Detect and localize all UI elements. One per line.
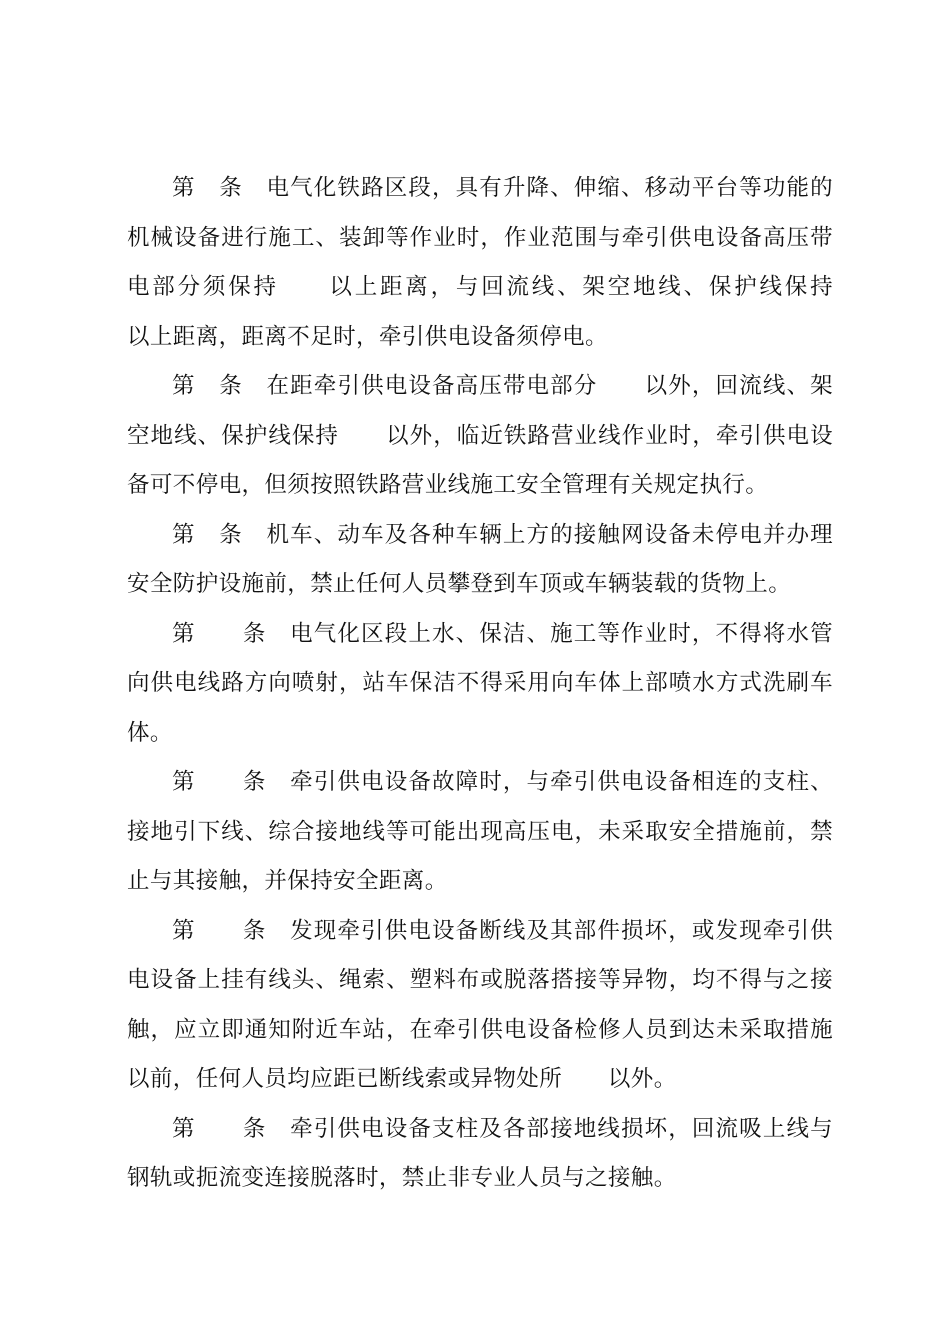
article-text: 牵引供电设备故障时，与牵引供电设备相连的支柱、接地引下线、综合接地线等可能出现高压电，未采取安全措施前，禁止与其接触，并保持安全距离。 — [127, 769, 833, 894]
article-paragraph — [127, 362, 833, 511]
article-text: 牵引供电设备支柱及各部接地线损坏，回流吸上线与钢轨或扼流变连接脱落时，禁止非专业人员与之接触。 — [127, 1115, 833, 1191]
article-text: 机车、动车及各种车辆上方的接触网设备未停电并办理安全防护设施前，禁止任何人员攀登到车顶或车辆装载的货物上。 — [127, 521, 833, 597]
article-paragraph — [127, 164, 879, 362]
article-paragraph — [127, 907, 833, 1105]
article-label: 第 条 — [172, 175, 243, 201]
article-paragraph — [127, 1105, 833, 1204]
article-text: 电气化铁路区段，具有升降、伸缩、移动平台等功能的机械设备进行施工、装卸等作业时，作业范围与牵引供电设备高压带电部分须保持 以上距离，与回流线、架空地线、保护线保持 以上距离，距离不足时，牵引供电设备须停电。 — [127, 175, 879, 350]
article-label: 第 条 — [172, 620, 267, 647]
article-label: 第 条 — [172, 373, 243, 399]
article-paragraph — [127, 511, 833, 610]
article-text: 电气化区段上水、保洁、施工等作业时，不得将水管向供电线路方向喷射，站车保洁不得采用向车体上部喷水方式洗刷车体。 — [127, 620, 833, 746]
article-label: 第 条 — [172, 769, 267, 795]
article-label: 第 条 — [172, 1115, 267, 1142]
article-text: 在距牵引供电设备高压带电部分 以外，回流线、架空地线、保护线保持 以外，临近铁路营业线作业时，牵引供电设备可不停电，但须按照铁路营业线施工安全管理有关规定执行。 — [127, 373, 833, 498]
article-text: 发现牵引供电设备断线及其部件损坏，或发现牵引供电设备上挂有线头、绳索、塑料布或脱落搭接等异物，均不得与之接触，应立即通知附近车站，在牵引供电设备检修人员到达未采取措施以前，任何人员均应距已断线索或异物处所 以外。 — [127, 917, 833, 1092]
article-paragraph — [127, 610, 833, 759]
document-body — [127, 164, 879, 1204]
article-label: 第 条 — [172, 521, 243, 548]
article-paragraph — [127, 758, 833, 907]
article-label: 第 条 — [172, 917, 267, 944]
